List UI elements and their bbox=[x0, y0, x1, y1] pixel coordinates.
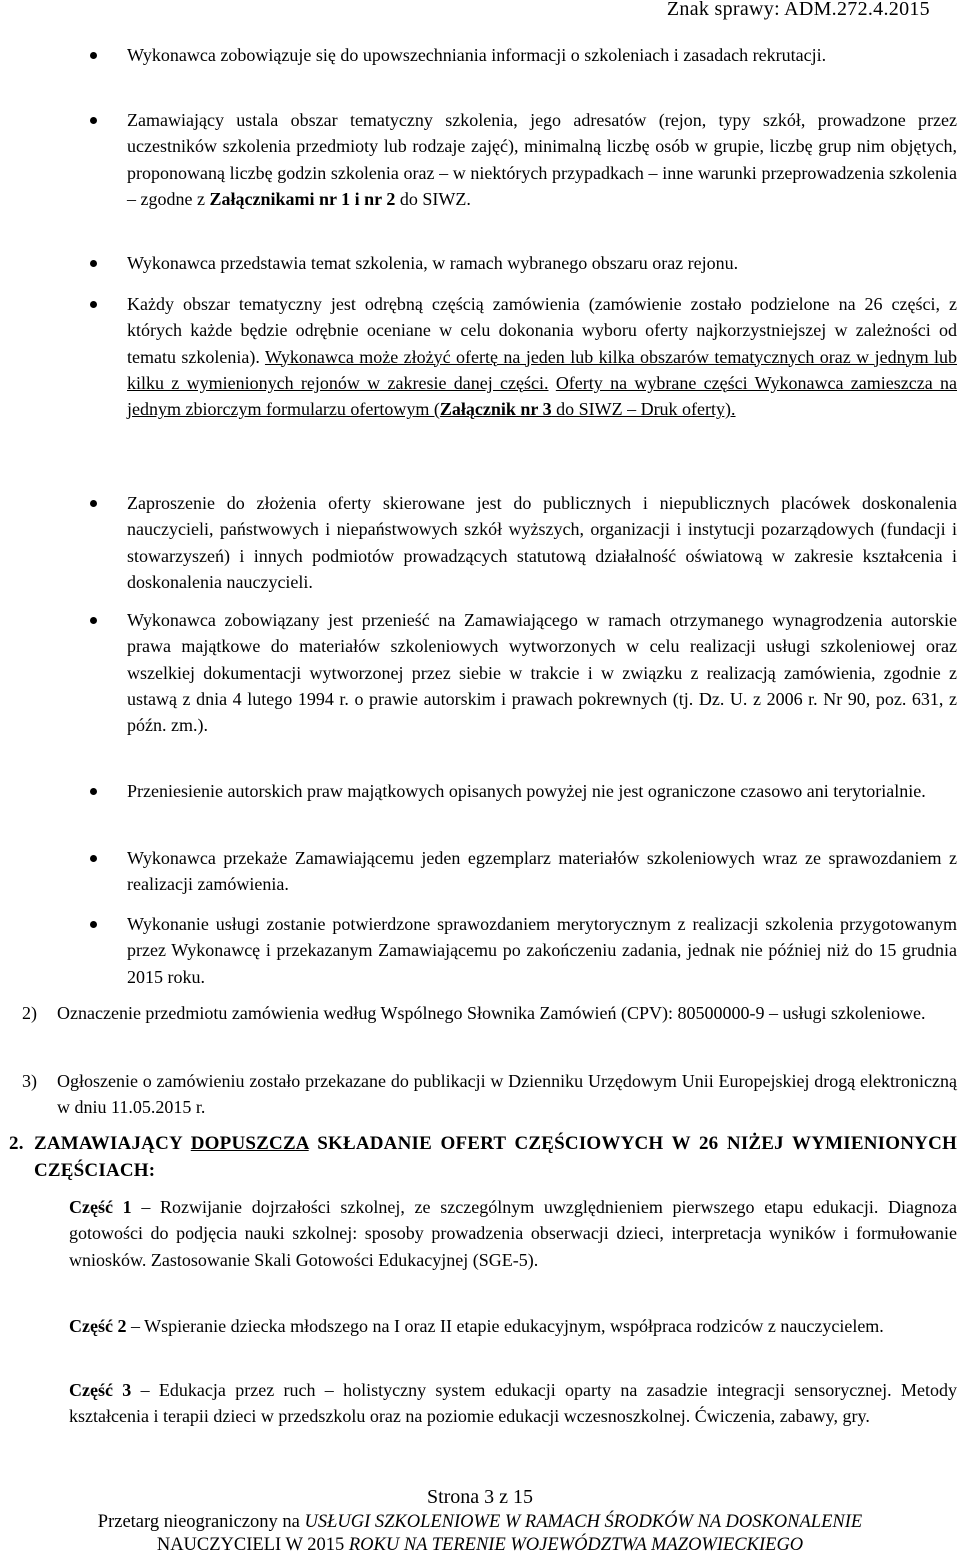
part-label: Część 2 bbox=[69, 1316, 127, 1336]
part-text: Część 3 – Edukacja przez ruch – holistyczny system edukacji oparty na zasadzie integracji sensorycznej. Metody kształcenia i terapii dzieci w przedszkolu oraz na poziomie edukacji wczesnoszkolnej. Ćwiczenia, zabawy, gry. bbox=[69, 1380, 957, 1427]
bullet-item bbox=[127, 291, 957, 422]
bullet-dot-icon bbox=[90, 260, 97, 267]
numbered-item bbox=[22, 1000, 957, 1026]
bullet-text: Przeniesienie autorskich praw majątkowych opisanych powyżej nie jest ograniczone czasowo ani terytorialnie. bbox=[127, 781, 926, 801]
part-text: Część 1 – Rozwijanie dojrzałości szkolnej, ze szczególnym uwzględnieniem pierwszego etapu edukacji. Diagnoza gotowości do podjęcia nauki szkolnej: sposoby prowadzenia obserwacji dzieci, interpretacja wyników i formułowanie wniosków. Zastosowanie Skali Gotowości Edukacyjnej (SGE-5). bbox=[69, 1197, 957, 1270]
bullet-item bbox=[127, 778, 957, 804]
bullet-text: Każdy obszar tematyczny jest odrębną częścią zamówienia (zamówienie zostało podzielone na 26 części, z których każde będzie odrębnie oceniane w celu dokonania wyboru oferty najkorzystniejszej w zależności od tematu szkolenia). Wykonawca może złożyć ofertę na jeden lub kilka obszarów tematycznych oraz w jednym lub kilku z wymienionych rejonów w zakresie danej części. Oferty na wybrane części Wykonawca zamieszcza na jednym zbiorczym formularzu ofertowym (Załącznik nr 3 do SIWZ – Druk oferty). bbox=[127, 294, 958, 420]
bullet-item bbox=[127, 42, 957, 68]
bullet-item bbox=[127, 911, 957, 990]
bullet-text: Wykonawca przekaże Zamawiającemu jeden egzemplarz materiałów szkoleniowych wraz ze sprawozdaniem z realizacji zamówienia. bbox=[127, 848, 957, 895]
bullet-dot-icon bbox=[90, 301, 97, 308]
page-number: Strona 3 z 15 bbox=[426, 1486, 534, 1508]
item-number: 3) bbox=[22, 1071, 37, 1091]
bullet-dot-icon bbox=[90, 117, 97, 124]
item-number: 2) bbox=[22, 1003, 37, 1023]
bullet-dot-icon bbox=[90, 921, 97, 928]
part-item bbox=[69, 1194, 957, 1273]
bullet-item bbox=[127, 607, 957, 738]
section-number: 2. bbox=[9, 1133, 24, 1154]
part-label: Część 3 bbox=[69, 1380, 132, 1400]
case-reference: Znak sprawy: ADM.272.4.2015 bbox=[666, 0, 930, 20]
part-item bbox=[69, 1377, 957, 1430]
part-item bbox=[69, 1313, 957, 1339]
footer-line-1: Przetarg nieograniczony na USŁUGI SZKOLENIOWE W RAMACH ŚRODKÓW NA DOSKONALENIE bbox=[97, 1512, 863, 1532]
bullet-item bbox=[127, 845, 957, 898]
bullet-text: Wykonanie usługi zostanie potwierdzone sprawozdaniem merytorycznym z realizacji szkolenia przygotowanym przez Wykonawcę i przekazanym Zamawiającemu po zakończeniu zadania, jednak nie później niż do 15 grudnia 2015 roku. bbox=[127, 914, 957, 987]
numbered-text: Ogłoszenie o zamówieniu zostało przekazane do publikacji w Dzienniku Urzędowym Unii Europejskiej drogą elektroniczną w dniu 11.05.2015 r. bbox=[57, 1071, 957, 1118]
footer-line-2: NAUCZYCIELI W 2015 ROKU NA TERENIE WOJEWÓDZTWA MAZOWIECKIEGO bbox=[156, 1535, 804, 1555]
bullet-dot-icon bbox=[90, 855, 97, 862]
bullet-dot-icon bbox=[90, 52, 97, 59]
section-title: ZAMAWIAJĄCY DOPUSZCZA SKŁADANIE OFERT CZĘŚCIOWYCH W 26 NIŻEJ WYMIENIONYCH CZĘŚCIACH: bbox=[34, 1133, 957, 1181]
part-text: Część 2 – Wspieranie dziecka młodszego na I oraz II etapie edukacyjnym, współpraca rodziców z nauczycielem. bbox=[69, 1316, 884, 1336]
bullet-text: Zaproszenie do złożenia oferty skierowane jest do publicznych i niepublicznych placówek doskonalenia nauczycieli, państwowych i niepaństwowych szkół wyższych, organizacji i instytucji pozarządowych (fundacji i stowarzyszeń) i innych podmiotów prowadzących statutową działalność oświatową w zakresie kształcenia i doskonalenia nauczycieli. bbox=[127, 493, 957, 592]
bullet-dot-icon bbox=[90, 500, 97, 507]
bullet-text: Wykonawca zobowiązany jest przenieść na Zamawiającego w ramach otrzymanego wynagrodzenia autorskie prawa majątkowe do materiałów szkoleniowych wytworzonych w celu realizacji usługi szkoleniowej oraz wszelkiej dokumentacji wytworzonej przez siebie w trakcie i w związku z realizacją zamówienia, zgodnie z ustawą z dnia 4 lutego 1994 r. o prawie autorskim i prawach pokrewnych (tj. Dz. U. z 2006 r. Nr 90, poz. 631, z późn. zm.). bbox=[127, 610, 957, 736]
bullet-text: Zamawiający ustala obszar tematyczny szkolenia, jego adresatów (rejon, typy szkół, prowadzone przez uczestników szkolenia przedmioty lub rodzaje zajęć), minimalną liczbę osób w grupie, liczbę grup nim objętych, proponowaną liczbę godzin szkolenia oraz – w niektórych przypadkach – inne warunki przeprowadzenia szkolenia – zgodne z Załącznikami nr 1 i nr 2 do SIWZ. bbox=[127, 110, 957, 209]
bullet-dot-icon bbox=[90, 617, 97, 624]
bullet-dot-icon bbox=[90, 788, 97, 795]
part-label: Część 1 bbox=[69, 1197, 132, 1217]
numbered-item bbox=[22, 1068, 957, 1121]
bullet-item bbox=[127, 490, 957, 595]
bullet-item bbox=[127, 107, 957, 212]
bullet-text: Wykonawca zobowiązuje się do upowszechniania informacji o szkoleniach i zasadach rekrutacji. bbox=[127, 45, 827, 65]
numbered-text: Oznaczenie przedmiotu zamówienia według Wspólnego Słownika Zamówień (CPV): 80500000-9 – usługi szkoleniowe. bbox=[57, 1003, 926, 1023]
bullet-text: Wykonawca przedstawia temat szkolenia, w ramach wybranego obszaru oraz rejonu. bbox=[127, 253, 739, 273]
section-heading bbox=[9, 1130, 957, 1184]
bullet-item bbox=[127, 250, 957, 276]
